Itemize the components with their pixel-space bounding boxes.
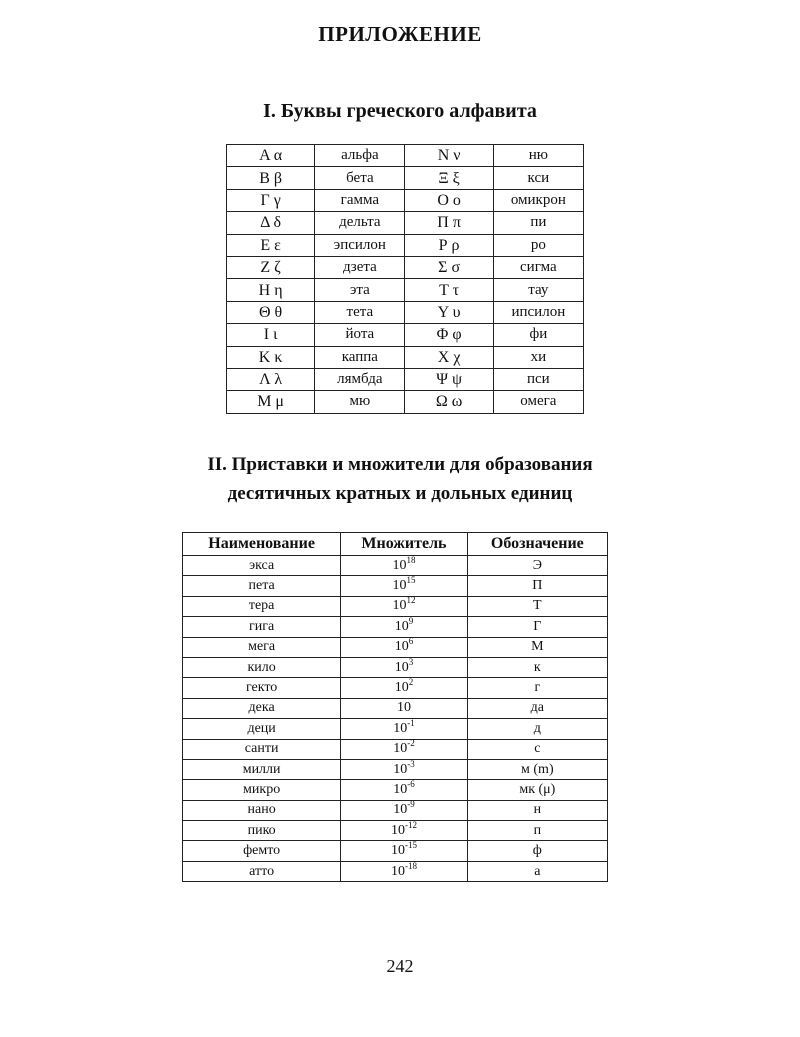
multiplier-exponent: 3 xyxy=(408,656,414,667)
greek-alphabet-table xyxy=(226,144,584,414)
greek-letter-name: пи xyxy=(493,212,583,234)
table-row xyxy=(227,301,584,323)
greek-letter-name: ню xyxy=(493,145,583,167)
prefix-name: тера xyxy=(183,596,341,616)
table-row xyxy=(183,617,608,637)
greek-letter-name: ро xyxy=(493,234,583,256)
table-row xyxy=(183,780,608,800)
prefix-name: милли xyxy=(183,759,341,779)
greek-letter-symbol: Η η xyxy=(227,279,315,301)
multiplier-base: 10 xyxy=(394,659,409,675)
column-header-multiplier: Множитель xyxy=(341,533,467,556)
prefix-symbol: ф xyxy=(467,841,607,861)
table-row xyxy=(183,657,608,677)
prefix-multiplier xyxy=(341,841,467,861)
greek-letter-name: каппа xyxy=(315,346,405,368)
column-header-symbol: Обозначение xyxy=(467,533,607,556)
greek-letter-symbol: Γ γ xyxy=(227,189,315,211)
prefix-multiplier xyxy=(341,657,467,677)
prefix-multiplier xyxy=(341,780,467,800)
multiplier-exponent: -6 xyxy=(407,778,415,789)
greek-letter-symbol: Λ λ xyxy=(227,368,315,390)
table-row xyxy=(227,212,584,234)
table-row xyxy=(227,368,584,390)
greek-letter-symbol: Ν ν xyxy=(405,145,493,167)
table-row xyxy=(227,256,584,278)
greek-letter-name: дельта xyxy=(315,212,405,234)
page-number: 242 xyxy=(386,956,414,976)
prefix-multiplier xyxy=(341,576,467,596)
greek-letter-symbol: Α α xyxy=(227,145,315,167)
page-title: ПРИЛОЖЕНИЕ xyxy=(318,22,482,46)
greek-letter-name: омега xyxy=(493,391,583,413)
multiplier-base: 10 xyxy=(396,700,411,716)
multiplier-exponent: -9 xyxy=(407,799,415,810)
table-row xyxy=(227,145,584,167)
greek-letter-symbol: Μ μ xyxy=(227,391,315,413)
prefix-symbol: с xyxy=(467,739,607,759)
greek-letter-symbol: Φ φ xyxy=(405,324,493,346)
multiplier-base: 10 xyxy=(393,781,408,797)
greek-letter-name: тета xyxy=(315,301,405,323)
multiplier-exponent: -3 xyxy=(407,758,415,769)
table-row xyxy=(227,391,584,413)
prefix-multiplier xyxy=(341,861,467,881)
multiplier-base: 10 xyxy=(394,618,409,634)
prefix-name: атто xyxy=(183,861,341,881)
prefix-symbol: Т xyxy=(467,596,607,616)
prefix-name: дека xyxy=(183,698,341,718)
greek-letter-symbol: Χ χ xyxy=(405,346,493,368)
si-prefixes-table xyxy=(182,532,608,882)
greek-letter-symbol: Ψ ψ xyxy=(405,368,493,390)
greek-letter-name: гамма xyxy=(315,189,405,211)
prefix-symbol: Г xyxy=(467,617,607,637)
multiplier-base: 10 xyxy=(394,680,409,696)
prefix-symbol: Э xyxy=(467,556,607,576)
table-row xyxy=(183,821,608,841)
prefix-name: пико xyxy=(183,821,341,841)
greek-letter-symbol: Ξ ξ xyxy=(405,167,493,189)
prefixes-heading-line2: десятичных кратных и дольных единиц xyxy=(227,483,573,504)
table-row xyxy=(183,637,608,657)
table-row xyxy=(183,678,608,698)
prefix-multiplier xyxy=(341,739,467,759)
greek-letter-name: омикрон xyxy=(493,189,583,211)
table-row xyxy=(227,279,584,301)
prefix-name: кило xyxy=(183,657,341,677)
multiplier-exponent: 9 xyxy=(408,615,414,626)
multiplier-exponent: -2 xyxy=(407,738,415,749)
greek-letter-name: кси xyxy=(493,167,583,189)
greek-letter-symbol: Ω ω xyxy=(405,391,493,413)
prefix-table-body xyxy=(183,556,608,882)
greek-letter-name: дзета xyxy=(315,256,405,278)
table-row xyxy=(227,167,584,189)
greek-letter-symbol: Κ κ xyxy=(227,346,315,368)
prefix-name: пета xyxy=(183,576,341,596)
prefix-name: фемто xyxy=(183,841,341,861)
greek-letter-symbol: Β β xyxy=(227,167,315,189)
prefix-symbol: М xyxy=(467,637,607,657)
prefix-multiplier xyxy=(341,596,467,616)
table-row xyxy=(227,346,584,368)
greek-table-body xyxy=(227,145,584,414)
greek-letter-name: пси xyxy=(493,368,583,390)
greek-letter-name: мю xyxy=(315,391,405,413)
prefix-multiplier xyxy=(341,821,467,841)
column-header-name: Наименование xyxy=(183,533,341,556)
greek-letter-symbol: Τ τ xyxy=(405,279,493,301)
prefix-symbol: м (m) xyxy=(467,759,607,779)
greek-letter-symbol: Θ θ xyxy=(227,301,315,323)
prefix-name: гига xyxy=(183,617,341,637)
multiplier-exponent: -12 xyxy=(404,819,417,830)
prefix-name: экса xyxy=(183,556,341,576)
prefix-symbol: г xyxy=(467,678,607,698)
greek-letter-symbol: Ρ ρ xyxy=(405,234,493,256)
table-row xyxy=(183,719,608,739)
prefix-name: гекто xyxy=(183,678,341,698)
prefix-symbol: к xyxy=(467,657,607,677)
greek-letter-symbol: Ζ ζ xyxy=(227,256,315,278)
prefix-name: мега xyxy=(183,637,341,657)
greek-letter-name: эта xyxy=(315,279,405,301)
prefix-multiplier xyxy=(341,637,467,657)
multiplier-base: 10 xyxy=(393,802,408,818)
greek-letter-name: йота xyxy=(315,324,405,346)
prefix-symbol: п xyxy=(467,821,607,841)
greek-letter-name: эпсилон xyxy=(315,234,405,256)
multiplier-base: 10 xyxy=(393,720,408,736)
table-row xyxy=(183,698,608,718)
table-row xyxy=(183,759,608,779)
prefix-symbol: мк (μ) xyxy=(467,780,607,800)
prefix-multiplier xyxy=(341,678,467,698)
greek-letter-name: ипсилон xyxy=(493,301,583,323)
prefix-symbol: П xyxy=(467,576,607,596)
multiplier-base: 10 xyxy=(390,822,405,838)
multiplier-exponent: 2 xyxy=(408,677,414,688)
multiplier-base: 10 xyxy=(390,843,405,859)
multiplier-exponent: 15 xyxy=(406,575,416,586)
table-row xyxy=(227,189,584,211)
greek-letter-symbol: Ι ι xyxy=(227,324,315,346)
prefix-multiplier xyxy=(341,719,467,739)
multiplier-exponent: -18 xyxy=(404,860,417,871)
table-header-row xyxy=(183,533,608,556)
multiplier-exponent: -1 xyxy=(407,717,415,728)
multiplier-exponent: 18 xyxy=(406,554,416,565)
prefix-name: санти xyxy=(183,739,341,759)
greek-letter-symbol: Ο ο xyxy=(405,189,493,211)
greek-letter-symbol: Σ σ xyxy=(405,256,493,278)
multiplier-exponent: 6 xyxy=(408,636,414,647)
multiplier-base: 10 xyxy=(394,639,409,655)
table-row xyxy=(183,596,608,616)
greek-letter-name: альфа xyxy=(315,145,405,167)
greek-letter-name: бета xyxy=(315,167,405,189)
greek-letter-symbol: Π π xyxy=(405,212,493,234)
table-row xyxy=(183,861,608,881)
table-row xyxy=(227,324,584,346)
greek-letter-name: хи xyxy=(493,346,583,368)
prefix-multiplier xyxy=(341,617,467,637)
greek-letter-symbol: Υ υ xyxy=(405,301,493,323)
greek-letter-symbol: Δ δ xyxy=(227,212,315,234)
table-row xyxy=(183,739,608,759)
prefix-symbol: а xyxy=(467,861,607,881)
multiplier-base: 10 xyxy=(392,557,407,573)
prefixes-heading-line1: II. Приставки и множители для образования xyxy=(207,454,593,475)
table-row xyxy=(183,576,608,596)
table-row xyxy=(183,556,608,576)
multiplier-exponent: -15 xyxy=(404,840,417,851)
prefix-name: деци xyxy=(183,719,341,739)
prefix-multiplier xyxy=(341,698,467,718)
greek-alphabet-heading: I. Буквы греческого алфавита xyxy=(263,100,537,122)
multiplier-base: 10 xyxy=(393,761,408,777)
table-row xyxy=(183,800,608,820)
prefix-symbol: д xyxy=(467,719,607,739)
prefix-multiplier xyxy=(341,556,467,576)
multiplier-base: 10 xyxy=(392,578,407,594)
table-row xyxy=(227,234,584,256)
table-row xyxy=(183,841,608,861)
prefix-symbol: да xyxy=(467,698,607,718)
greek-letter-name: лямбда xyxy=(315,368,405,390)
prefix-multiplier xyxy=(341,800,467,820)
prefix-symbol: н xyxy=(467,800,607,820)
multiplier-base: 10 xyxy=(392,598,407,614)
prefix-name: микро xyxy=(183,780,341,800)
greek-letter-name: тау xyxy=(493,279,583,301)
multiplier-base: 10 xyxy=(393,741,408,757)
multiplier-exponent: 12 xyxy=(406,595,416,606)
greek-letter-name: фи xyxy=(493,324,583,346)
prefix-name: нано xyxy=(183,800,341,820)
multiplier-base: 10 xyxy=(390,863,405,879)
greek-letter-symbol: Ε ε xyxy=(227,234,315,256)
prefix-multiplier xyxy=(341,759,467,779)
greek-letter-name: сигма xyxy=(493,256,583,278)
